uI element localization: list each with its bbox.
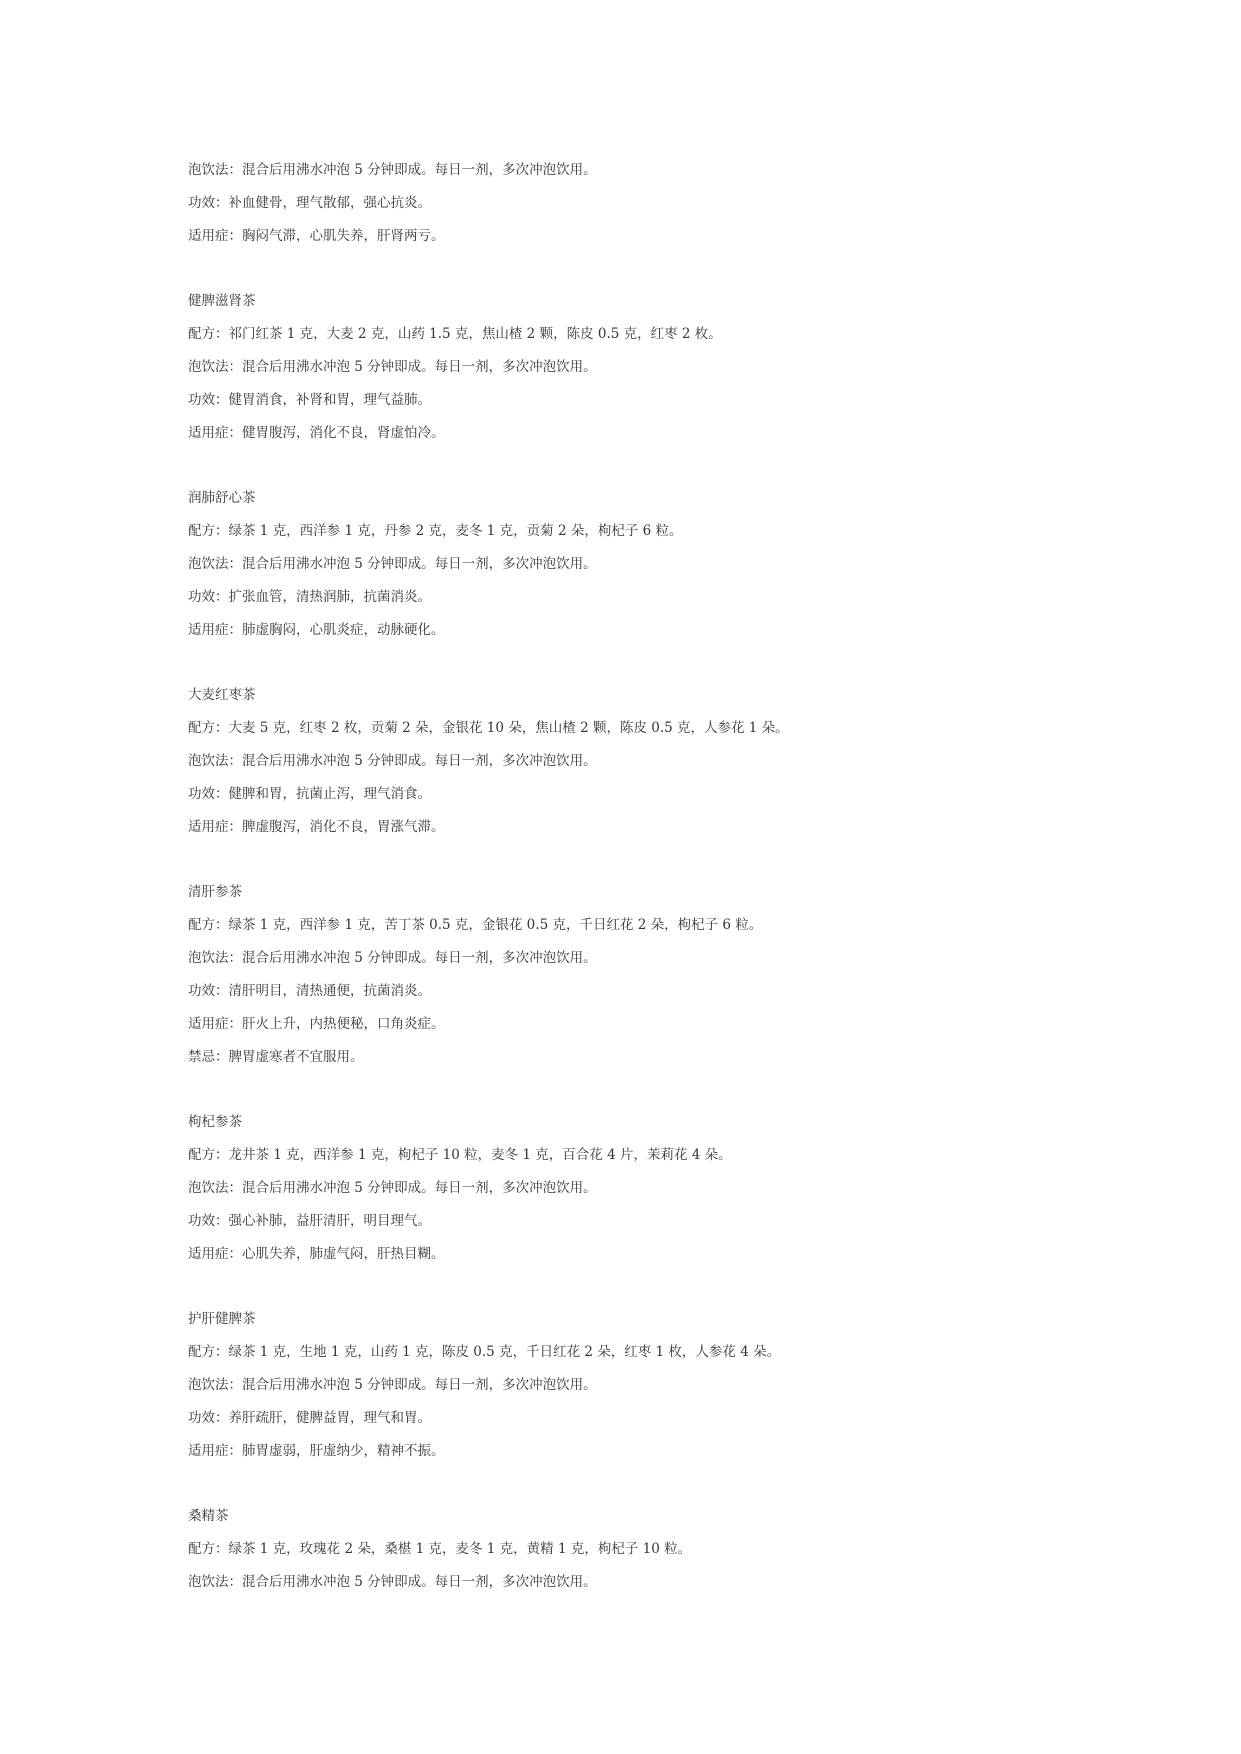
section-gap <box>188 1271 1148 1303</box>
lead-line: 泡饮法：混合后用沸水冲泡 5 分钟即成。每日一剂，多次冲泡饮用。 <box>188 162 597 178</box>
recipe-line: 泡饮法：混合后用沸水冲泡 5 分钟即成。每日一剂，多次冲泡饮用。 <box>188 753 597 769</box>
recipe-line: 泡饮法：混合后用沸水冲泡 5 分钟即成。每日一剂，多次冲泡饮用。 <box>188 556 597 572</box>
recipe-section <box>188 1106 1148 1271</box>
section-gap <box>188 450 1148 482</box>
recipe-line: 禁忌：脾胃虚寒者不宜服用。 <box>188 1049 364 1065</box>
recipe-title: 健脾滋肾茶 <box>188 293 256 309</box>
recipe-line: 配方：大麦 5 克，红枣 2 枚，贡菊 2 朵，金银花 10 朵，焦山楂 2 颗，陈皮 0.5 克，人参花 1 朵。 <box>188 720 789 736</box>
recipe-line: 功效：养肝疏肝，健脾益胃，理气和胃。 <box>188 1410 431 1426</box>
recipe-line: 适用症：健胃腹泻，消化不良，肾虚怕冷。 <box>188 425 445 441</box>
recipe-line: 适用症：肺虚胸闷，心肌炎症，动脉硬化。 <box>188 622 445 638</box>
recipe-section <box>188 679 1148 844</box>
recipe-section <box>188 285 1148 450</box>
recipe-title: 枸杞参茶 <box>188 1114 242 1130</box>
recipe-line: 功效：健胃消食，补肾和胃，理气益肺。 <box>188 392 431 408</box>
recipe-line: 功效：扩张血管，清热润肺，抗菌消炎。 <box>188 589 431 605</box>
recipe-title: 清肝参茶 <box>188 884 242 900</box>
recipe-line: 适用症：脾虚腹泻，消化不良，胃涨气滞。 <box>188 819 445 835</box>
document-page <box>188 154 1148 1599</box>
recipe-title: 润肺舒心茶 <box>188 490 256 506</box>
recipe-line: 泡饮法：混合后用沸水冲泡 5 分钟即成。每日一剂，多次冲泡饮用。 <box>188 359 597 375</box>
recipe-title: 桑精茶 <box>188 1508 229 1524</box>
recipe-section <box>188 876 1148 1074</box>
recipe-line: 适用症：心肌失养，肺虚气闷，肝热目糊。 <box>188 1246 445 1262</box>
section-gap <box>188 844 1148 876</box>
recipe-section <box>188 482 1148 647</box>
recipe-line: 配方：龙井茶 1 克，西洋参 1 克，枸杞子 10 粒，麦冬 1 克，百合花 4 片，茉莉花 4 朵。 <box>188 1147 732 1163</box>
recipe-line: 功效：清肝明目，清热通便，抗菌消炎。 <box>188 983 431 999</box>
recipe-line: 配方：绿茶 1 克，生地 1 克，山药 1 克，陈皮 0.5 克，千日红花 2 朵，红枣 1 枚，人参花 4 朵。 <box>188 1344 781 1360</box>
recipe-section <box>188 1500 1148 1599</box>
section-gap <box>188 253 1148 285</box>
recipe-section <box>188 1303 1148 1468</box>
lead-line: 适用症：胸闷气滞，心肌失养，肝肾两亏。 <box>188 228 445 244</box>
section-gap <box>188 647 1148 679</box>
section-gap <box>188 1074 1148 1106</box>
recipe-line: 泡饮法：混合后用沸水冲泡 5 分钟即成。每日一剂，多次冲泡饮用。 <box>188 950 597 966</box>
lead-line: 功效：补血健骨，理气散郁，强心抗炎。 <box>188 195 431 211</box>
recipe-line: 适用症：肝火上升，内热便秘，口角炎症。 <box>188 1016 445 1032</box>
lead-section <box>188 154 1148 253</box>
recipe-line: 配方：绿茶 1 克，西洋参 1 克，丹参 2 克，麦冬 1 克，贡菊 2 朵，枸杞子 6 粒。 <box>188 523 683 539</box>
recipe-line: 泡饮法：混合后用沸水冲泡 5 分钟即成。每日一剂，多次冲泡饮用。 <box>188 1180 597 1196</box>
recipe-title: 大麦红枣茶 <box>188 687 256 703</box>
recipe-line: 泡饮法：混合后用沸水冲泡 5 分钟即成。每日一剂，多次冲泡饮用。 <box>188 1574 597 1590</box>
recipe-line: 泡饮法：混合后用沸水冲泡 5 分钟即成。每日一剂，多次冲泡饮用。 <box>188 1377 597 1393</box>
recipe-line: 配方：绿茶 1 克，玫瑰花 2 朵，桑椹 1 克，麦冬 1 克，黄精 1 克，枸杞子 10 粒。 <box>188 1541 692 1557</box>
recipe-title: 护肝健脾茶 <box>188 1311 256 1327</box>
recipe-line: 配方：绿茶 1 克，西洋参 1 克，苦丁茶 0.5 克，金银花 0.5 克，千日红花 2 朵，枸杞子 6 粒。 <box>188 917 763 933</box>
recipe-line: 功效：强心补肺，益肝清肝，明目理气。 <box>188 1213 431 1229</box>
section-gap <box>188 1468 1148 1500</box>
recipe-line: 配方：祁门红茶 1 克，大麦 2 克，山药 1.5 克，焦山楂 2 颗，陈皮 0.5 克，红枣 2 枚。 <box>188 326 722 342</box>
recipe-line: 功效：健脾和胃，抗菌止泻，理气消食。 <box>188 786 431 802</box>
recipe-line: 适用症：肺胃虚弱，肝虚纳少，精神不振。 <box>188 1443 445 1459</box>
